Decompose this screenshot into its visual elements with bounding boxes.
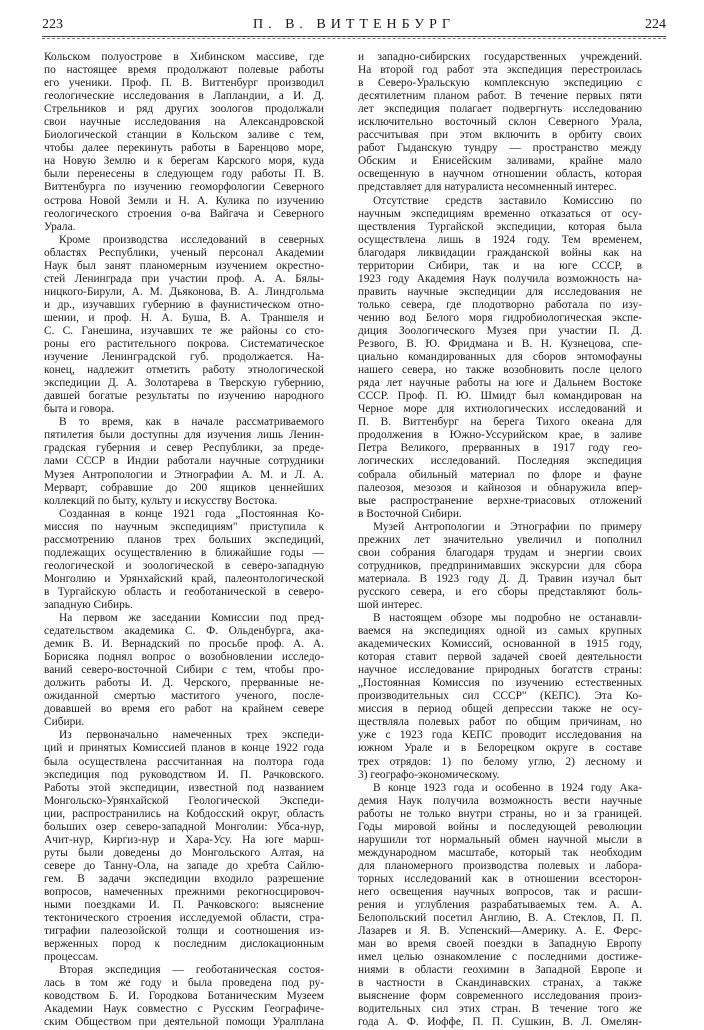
- text-line: сотрудников, предпринимавших экскурсии для сбора: [358, 559, 642, 572]
- text-line: стей Ленинграда при участии проф. А. А. Бялы-: [44, 272, 324, 285]
- text-line: шой интерес.: [358, 598, 423, 611]
- text-line: областях Республики, ученый персонал Академии: [44, 246, 324, 259]
- text-line: ции, распространились на Кобдосский округ, область: [44, 807, 324, 820]
- text-line: в Северо-Уральскую комплексную экспедицию с: [358, 77, 642, 90]
- text-line: собрала обильный материал по флоре и фауне: [358, 468, 642, 481]
- text-line: прежних лет значительно увеличил и пополнил: [358, 533, 642, 546]
- text-line: территории Сибири, так и на юге СССР, в: [358, 259, 642, 272]
- text-line: 1923 году Академия Наук получила возможность на-: [358, 272, 642, 285]
- text-line: ваемся на экспедициях одной из самых крупных: [358, 625, 642, 638]
- left-column: [44, 51, 324, 1030]
- paragraph: [44, 964, 324, 1029]
- text-line: 3) географо-экономическому.: [358, 768, 500, 781]
- text-line: работ Гыданскую тундру — пространство между: [358, 142, 642, 155]
- text-line: СССР. Проф. П. Ю. Шмидт был командирован на: [358, 390, 642, 403]
- text-line: На второй год работ эта экспедиция перестроилась: [358, 64, 642, 77]
- header-rule-secondary: [42, 38, 666, 39]
- text-line: свои собрания благодаря трудам и энергии своих: [358, 546, 642, 559]
- text-line: тектонического строения исследуемой области, стра-: [44, 912, 324, 925]
- text-line: геологического строения о-ва Вайгача и Северного: [44, 207, 324, 220]
- paragraph: [358, 195, 642, 521]
- paragraph: [44, 234, 324, 417]
- text-line: экспедиция под руководством И. П. Рачковского.: [44, 768, 324, 781]
- text-line: Кольском полуострове в Хибинском массиве, где: [44, 51, 324, 63]
- text-line: Академии Наук совместно с Русским Географиче-: [44, 1003, 324, 1016]
- text-line: научным экспедициям временно отказаться от осу-: [358, 207, 642, 220]
- text-line: лась в том же году и была проведена под ру-: [44, 977, 324, 990]
- text-line: геологической и зоологической в северо-западную: [44, 559, 324, 572]
- text-line: ными поездками И. П. Рачковского: выяснение: [44, 899, 324, 912]
- text-line: роны его растительного покрова. Систематическое: [44, 338, 324, 351]
- text-line: нашего севера, но также возобновить после целого: [358, 364, 642, 377]
- running-title: П. В. ВИТТЕНБУРГ: [252, 17, 455, 32]
- paragraph: [358, 51, 642, 195]
- text-line: Музея Антропологии и Этнографии А. М. и Л. А.: [44, 468, 324, 481]
- text-line: Борисяка поднял вопрос о возобновлении исследо-: [44, 651, 324, 664]
- text-line: Стрельников и ряд других зоологов продолжали: [44, 103, 324, 116]
- text-line: Урала.: [44, 220, 76, 233]
- text-line: ским Обществом при деятельной помощи Уралплана: [44, 1016, 324, 1029]
- text-line: геологические исследования в Лапландии, а И. Д.: [44, 90, 324, 103]
- text-line: конец, надлежит отметить работу этнологической: [44, 364, 324, 377]
- text-line: выяснение форм современного исследования произ-: [358, 990, 642, 1003]
- text-line: уже с 1923 года КЕПС проводит исследования на: [358, 729, 642, 742]
- page-number-left: 223: [42, 17, 63, 32]
- text-line: производительных сил СССР" (КЕПС). Эта Ко-: [358, 690, 642, 703]
- text-line: только севера, где плодотворно работала по изу-: [358, 298, 642, 311]
- text-line: лет экспедиция полагает подвергнуть исследованию: [358, 103, 642, 116]
- text-line: давшей богатые результаты по изучению народного: [44, 390, 324, 403]
- paragraph: [44, 612, 324, 729]
- text-line: острова Новой Земли и Н. А. Кулика по изучению: [44, 194, 324, 207]
- text-line: и западно-сибирских государственных учреждений.: [358, 51, 642, 63]
- right-column: [358, 51, 642, 1030]
- text-line: П. В. Виттенбург на берега Тихого океана для: [358, 416, 642, 429]
- paragraph: [358, 782, 642, 1030]
- text-line: были перенесены в следующем году работы П. В.: [44, 168, 324, 181]
- text-line: Музей Антропологии и Этнографии по примеру: [373, 520, 642, 533]
- text-line: миссия в период общей депрессии также не осу-: [358, 703, 642, 716]
- text-line: ожиданной смертью маститого ученого, после-: [44, 690, 324, 703]
- paragraph: [44, 508, 324, 612]
- text-line: Монголию и Урянхайский край, палеонтологической: [44, 572, 324, 585]
- text-line: западную Сибирь.: [44, 598, 133, 611]
- text-line: Кроме производства исследований в северных: [59, 233, 324, 246]
- text-line: представляет для натуралиста несомненный интерес.: [358, 181, 617, 194]
- header-rule: [42, 36, 666, 37]
- text-line: Годы мировой войны и последующей революции: [358, 820, 642, 833]
- text-line: больших озер северо-западной Монголии: Убса-нур,: [44, 820, 324, 833]
- text-line: миссия по научным экспедициям" приступила к: [44, 520, 324, 533]
- text-line: Созданная в конце 1921 года „Постоянная Ко-: [59, 507, 324, 520]
- text-line: должить работы И. Д. Черского, прерванные не-: [44, 677, 324, 690]
- page-header: [42, 17, 666, 37]
- text-line: нарушили тот нормальный обмен научной мысли в: [358, 833, 642, 846]
- text-line: править научные экспедиции для исследования не: [358, 285, 642, 298]
- text-line: в Тургайскую область и геоботанической в северо-: [44, 585, 324, 598]
- text-line: С. С. Ганешина, изучавших те же районы со сто-: [44, 324, 324, 337]
- text-line: исключительно восточный склон Северного Урала,: [358, 116, 642, 129]
- text-line: верженных пород к последним дислокационным: [44, 938, 324, 951]
- text-line: На первом же заседании Комиссии под пред-: [59, 612, 324, 625]
- text-line: работы не только внутри страны, но и за границей.: [358, 807, 642, 820]
- text-line: экспедиции Д. А. Золотарева в Тверскую губернию,: [44, 377, 324, 390]
- paragraph: [44, 729, 324, 964]
- text-line: гем. В задачи экспедиции входило разрешение: [44, 872, 324, 885]
- text-line: южном Урале и в Белорецком округе в составе: [358, 742, 642, 755]
- text-line: В настоящем обзоре мы подробно не останавли-: [373, 612, 642, 625]
- text-line: рассчитывая при этом включить в орбиту своих: [358, 129, 642, 142]
- text-line: ществляла полевых работ по общим причинам, но: [358, 716, 642, 729]
- text-line: была осуществлена рассчитанная на полтора года: [44, 755, 324, 768]
- text-line: Вторая экспедиция — геоботаническая состоя-: [59, 964, 324, 977]
- text-line: десятилетним планом работ. В течение первых пяти: [358, 90, 642, 103]
- text-line: Сибири.: [44, 716, 85, 729]
- text-line: водительных сил этих стран. В течение того же: [358, 1003, 642, 1016]
- text-line: пятилетия были доступны для изучения лишь Ленин-: [44, 429, 324, 442]
- text-line: лами СССР в Индии работали научные сотрудники: [44, 455, 324, 468]
- text-line: Обским и Енисейским заливами, крайне мало: [358, 155, 642, 168]
- text-line: него освещения научных вопросов, так и расши-: [358, 886, 642, 898]
- paragraph: [358, 612, 642, 782]
- text-line: градская губерния и север Республики, за преде-: [44, 442, 324, 455]
- text-line: ниями в области геохимии в Западной Европе и: [358, 964, 642, 977]
- text-line: и др., изучавших губернию в фаунистическом отно-: [44, 298, 324, 311]
- text-line: тиграфии палеозойской толщи и соотношения из-: [44, 925, 324, 938]
- text-line: ницкого-Бирули, А. М. Дьяконова, В. А. Линдгольма: [44, 285, 324, 298]
- text-line: седательством академика С. Ф. Ольденбурга, ака-: [44, 625, 324, 638]
- text-line: Работы этой экспедиции, известной под названием: [44, 781, 324, 794]
- text-line: вопросов, намеченных прежними рекогносцировоч-: [44, 886, 324, 898]
- text-line: подлежащих осуществлению в ближайшие годы —: [44, 546, 324, 559]
- text-line: вые распространение верхне-триасовых отложений: [358, 494, 642, 507]
- text-line: ций и принятых Комиссией планов в конце 1922 года: [44, 742, 324, 755]
- text-line: Резвого, В. Ю. Фридмана и В. Н. Кузнецова, спе-: [358, 338, 642, 351]
- paragraph: [44, 416, 324, 507]
- text-line: демик В. И. Вернадский по просьбе проф. А. А.: [44, 638, 324, 651]
- text-line: Ачит-нур, Киргиз-нур и Хара-Усу. На юге марш-: [44, 833, 324, 846]
- text-line: в частности в Скандинавских странах, а также: [358, 977, 642, 990]
- text-line: Петра Великого, прерванных в 1917 году гео-: [358, 442, 642, 455]
- text-line: Монгольско-Урянхайской Геологической Экспеди-: [44, 794, 324, 807]
- text-line: ваний северо-восточной Сибири с тем, чтобы про-: [44, 664, 324, 677]
- text-line: в Восточной Сибири.: [358, 507, 462, 520]
- text-line: рения и углубления разрабатываемых тем. А. А.: [358, 899, 642, 912]
- text-line: шении, и проф. Н. А. Буша, В. А. Траншеля и: [44, 311, 324, 324]
- text-line: Белопольский посетил Англию, В. А. Стеклов, П. П.: [358, 912, 642, 925]
- text-line: которая ставит первой задачей своей деятельности: [358, 651, 642, 664]
- text-line: академических Комиссий, основанной в 1915 году,: [358, 638, 642, 651]
- text-line: на Новую Землю и к берегам Карского моря, куда: [44, 155, 324, 168]
- text-line: ман во время своей поездки в Западную Европу: [358, 938, 642, 951]
- text-line: палеозоя, мезозоя и кайнозоя и обнаружила впер-: [358, 481, 642, 494]
- text-line: демия Наук получила возможность вести научные: [358, 794, 642, 807]
- text-line: года А. Ф. Иоффе, П. П. Сушкин, В. Л. Омелян-: [358, 1016, 642, 1029]
- text-line: В конце 1923 года и особенно в 1924 году Ака-: [373, 781, 642, 794]
- text-line: материала. В 1923 году Д. Д. Травин изучал быт: [358, 572, 642, 585]
- text-line: русского севера, и его сборы представляют боль-: [358, 585, 642, 598]
- text-line: международном масштабе, который так необходим: [358, 846, 642, 859]
- text-line: Наук был занят планомерным изучением окрестно-: [44, 259, 324, 272]
- text-line: освещенную в научном отношении область, которая: [358, 168, 642, 181]
- text-line: изучение Ленинградской губ. продолжается. На-: [44, 351, 324, 364]
- text-line: коллекций по быту, культу и искусству Востока.: [44, 494, 278, 507]
- page-number-right: 224: [645, 17, 666, 32]
- text-line: Мерварт, собравшие до 200 ящиков ценнейших: [44, 481, 324, 494]
- text-line: рассмотрению планов трех больших экспедиций,: [44, 533, 324, 546]
- text-line: чтобы далее перекинуть работы в Баренцово море,: [44, 142, 324, 155]
- text-line: логических исследований. Последняя экспедиция: [358, 455, 642, 468]
- text-line: имел целью ознакомление с последними достиже-: [358, 951, 642, 964]
- text-line: Лазарев и Я. В. Успенский—Америку. А. Е. Ферс-: [358, 925, 642, 938]
- text-line: Отсутствие средств заставило Комиссию по: [373, 194, 642, 207]
- text-line: севере до Танну-Ола, на западе до хребта Сайлю-: [44, 859, 324, 872]
- text-line: для планомерного производства полевых и лабора-: [358, 859, 642, 872]
- text-line: осуществлена лишь в 1924 году. Тем временем,: [358, 233, 642, 246]
- text-line: В то время, как в начале рассматриваемого: [59, 416, 324, 429]
- text-line: по настоящее время продолжают полевые работы: [44, 64, 324, 77]
- text-line: ряда лет научные работы на юге и Дальнем Востоке: [358, 377, 642, 390]
- text-line: Биологической станции в Кольском заливе с тем,: [44, 129, 324, 142]
- text-line: Виттенбурга по изучению геоморфологии Северного: [44, 181, 324, 194]
- text-line: ководством Б. И. Городкова Ботаническим Музеем: [44, 990, 324, 1003]
- text-line: научное исследование природных богатств страны:: [358, 664, 642, 677]
- text-line: Из первоначально намеченных трех экспеди-: [59, 729, 324, 742]
- text-line: свои научные исследования на Александровской: [44, 116, 324, 129]
- text-line: циально командированных для сборов энтомофауны: [358, 351, 642, 364]
- text-line: быта и говора.: [44, 403, 115, 416]
- text-line: „Постоянная Комиссия по изучению естественных: [358, 677, 642, 690]
- text-line: диция Зоологического Музея при участии П. Д.: [358, 324, 642, 337]
- paragraph: [358, 521, 642, 612]
- text-line: торных исследований как в отношении всесторон-: [358, 872, 642, 885]
- text-line: руты были доведены до Монгольского Алтая, на: [44, 846, 324, 859]
- text-line: ществления Тургайской экспедиции, которая была: [358, 220, 642, 233]
- text-line: продолжения в Южно-Уссурийском крае, в заливе: [358, 429, 642, 442]
- text-line: Черное море для ихтиологических исследований и: [358, 403, 642, 416]
- text-line: процессам.: [44, 951, 99, 964]
- text-line: его ученики. Проф. П. В. Виттенбург производил: [44, 77, 324, 90]
- text-line: трех отрядов: 1) по белому углю, 2) лесному и: [358, 755, 642, 768]
- paragraph: [44, 51, 324, 234]
- text-line: довавшей во время его работ на крайнем севере: [44, 703, 324, 716]
- text-line: чению вод Белого моря гидробиологическая экспе-: [358, 311, 642, 324]
- text-line: благодаря ликвидации гражданской войны как на: [358, 246, 642, 259]
